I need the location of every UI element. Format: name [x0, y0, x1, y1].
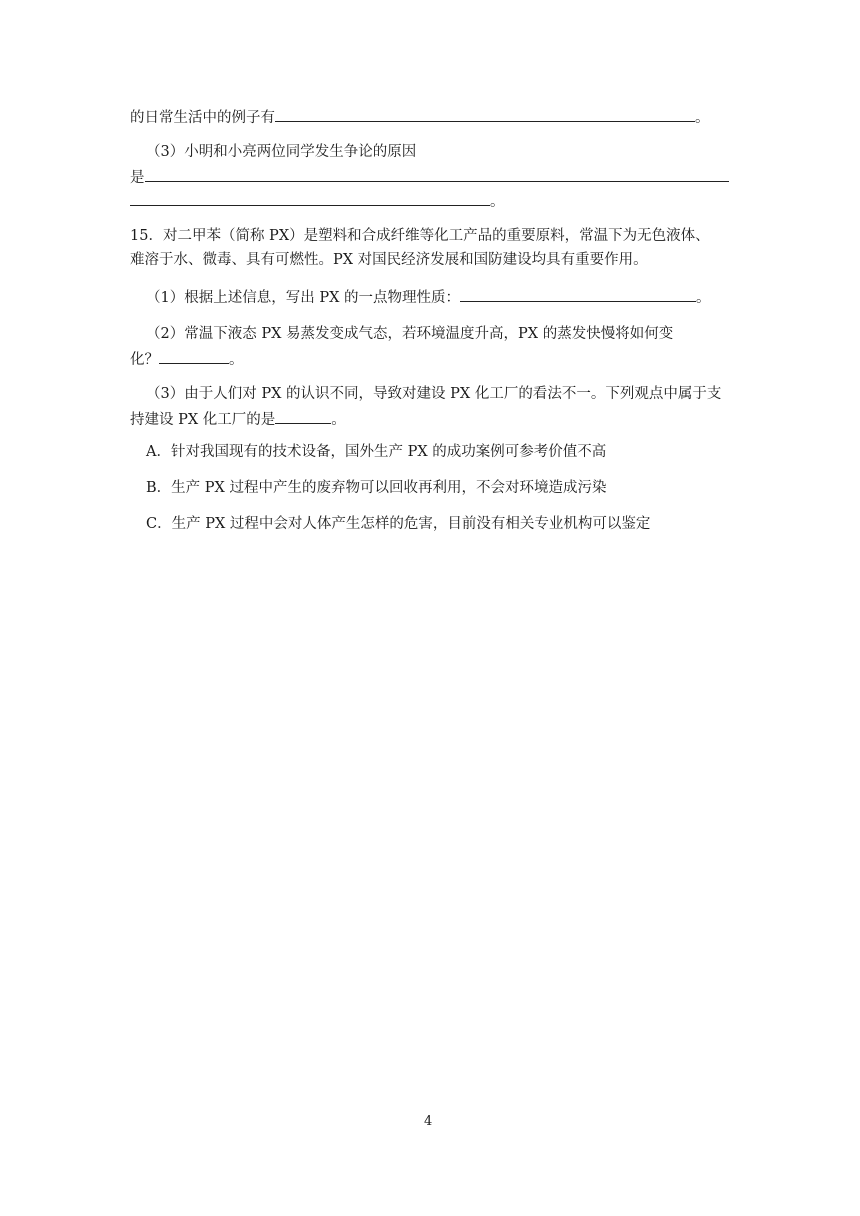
- q15-intro-line-2: [130, 250, 648, 270]
- q15-sub3-end: 。: [331, 412, 346, 428]
- q15-intro-2: 难溶于水、微毒、具有可燃性。PX 对国民经济发展和国防建设均具有重要作用。: [130, 252, 648, 268]
- answer-blank[interactable]: [460, 286, 696, 302]
- option-a-text: A．针对我国现有的技术设备，国外生产 PX 的成功案例可参考价值不高: [146, 444, 607, 460]
- q15-sub1-line: [146, 286, 711, 308]
- option-c-text: C．生产 PX 过程中会对人体产生怎样的危害，目前没有相关专业机构可以鉴定: [146, 516, 651, 532]
- q15-sub2-line-1: [146, 324, 673, 344]
- q15-sub3-line-1: [146, 384, 721, 404]
- q15-sub3-line-2: [130, 408, 346, 430]
- answer-blank[interactable]: [275, 408, 331, 424]
- q14-example-line: [130, 106, 710, 128]
- q15-sub2-text-1: （2）常温下液态 PX 易蒸发变成气态，若环境温度升高，PX 的蒸发快慢将如何变: [146, 326, 674, 342]
- q15-sub1-text: （1）根据上述信息，写出 PX 的一点物理性质：: [146, 290, 461, 306]
- q14-sub3-text: （3）小明和小亮两位同学发生争论的原因: [146, 144, 417, 160]
- option-b[interactable]: [146, 478, 606, 498]
- q15-sub3-text-1: （3）由于人们对 PX 的认识不同，导致对建设 PX 化工厂的看法不一。下列观点中属于支: [146, 386, 722, 402]
- option-a[interactable]: [146, 442, 606, 462]
- q15-sub2-line-2: [130, 348, 244, 370]
- q14-sub3-end: 。: [490, 194, 505, 210]
- q14-sub3-wrap: 是: [130, 170, 145, 186]
- option-b-text: B．生产 PX 过程中产生的废弃物可以回收再利用，不会对环境造成污染: [146, 480, 607, 496]
- option-c[interactable]: [146, 514, 650, 534]
- page-number-text: 4: [424, 1114, 433, 1129]
- q15-intro-1: 15．对二甲苯（简称 PX）是塑料和合成纤维等化工产品的重要原料，常温下为无色液体、: [130, 228, 710, 244]
- answer-blank[interactable]: [159, 348, 229, 364]
- q14-example-end: 。: [695, 110, 710, 126]
- q15-intro-line-1: [130, 226, 710, 246]
- answer-blank[interactable]: [275, 106, 695, 122]
- answer-blank[interactable]: [145, 166, 729, 182]
- q15-sub1-end: 。: [696, 290, 711, 306]
- q15-sub2-text-2: 化？: [130, 352, 159, 368]
- answer-blank[interactable]: [130, 190, 490, 206]
- q15-sub3-text-2: 持建设 PX 化工厂的是: [130, 412, 276, 428]
- q14-sub3-wrap-line: [130, 166, 729, 188]
- q15-sub2-end: 。: [229, 352, 244, 368]
- q14-sub3-line: [146, 142, 416, 162]
- q14-sub3-cont-line: [130, 190, 505, 212]
- q14-example-text: 的日常生活中的例子有: [130, 110, 275, 126]
- page-number: [424, 1112, 432, 1132]
